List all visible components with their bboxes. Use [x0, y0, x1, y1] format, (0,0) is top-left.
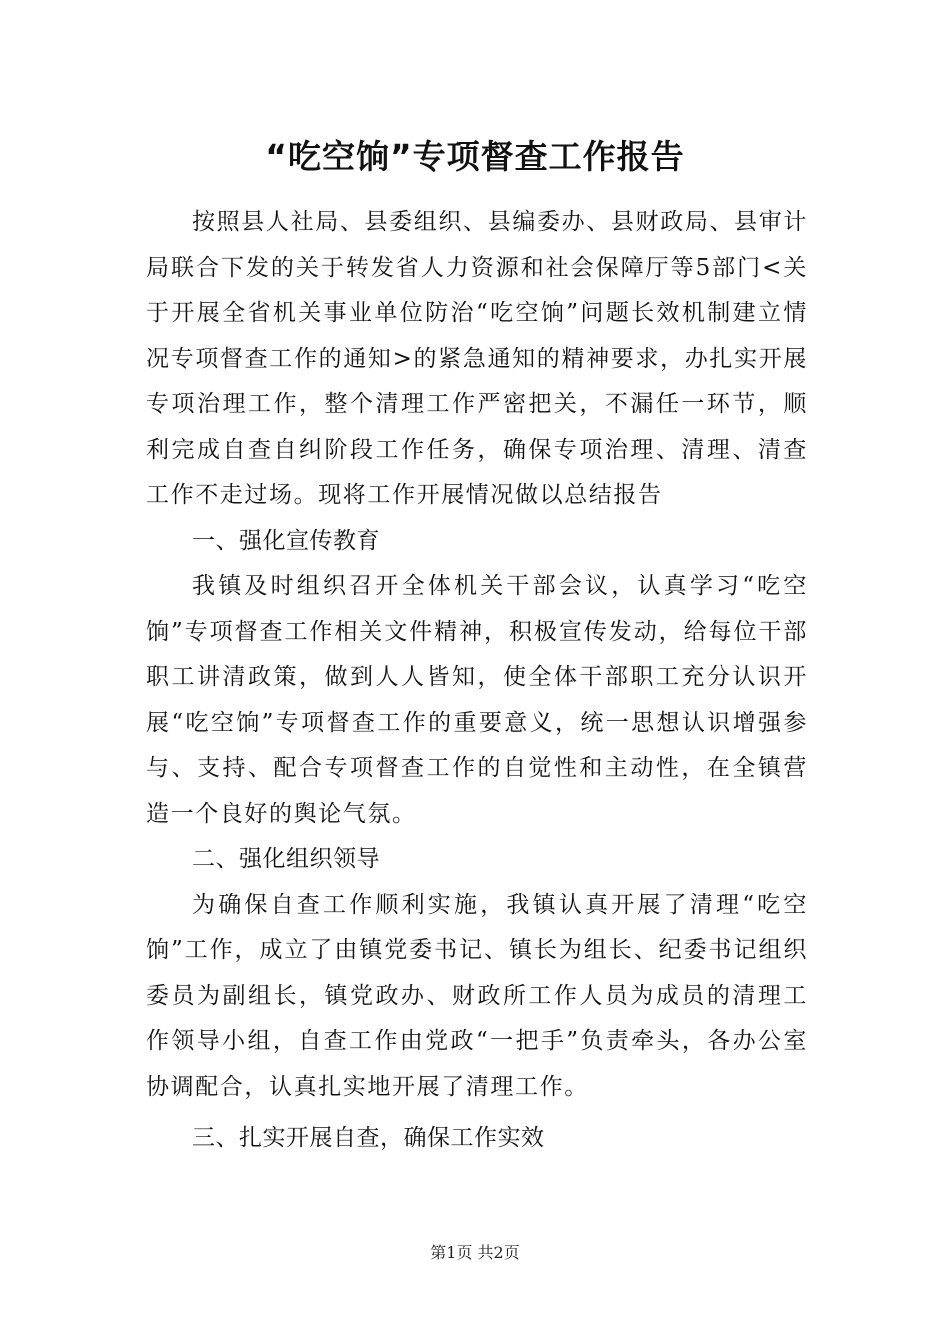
section-heading-2: 二、强化组织领导: [192, 846, 380, 872]
section-paragraph-2: 为确保自查工作顺利实施，我镇认真开展了清理“吃空饷”工作，成立了由镇党委书记、镇长为组长、纪委书记组织委员为副组长，镇党政办、财政所工作人员为成员的清理工作领导小组，自查工作由党政“一把手”负责牵头，各办公室协调配合，认真扎实地开展了清理工作。: [146, 891, 808, 1100]
intro-paragraph: 按照县人社局、县委组织、县编委办、县财政局、县审计局联合下发的关于转发省人力资源和社会保障厅等5部门<关于开展全省机关事业单位防治“吃空饷”问题长效机制建立情况专项督查工作的通知>的紧急通知的精神要求，办扎实开展专项治理工作，整个清理工作严密把关，不漏任一环节，顺利完成自查自纠阶段工作任务，确保专项治理、清理、清查工作不走过场。现将工作开展情况做以总结报告: [146, 209, 808, 508]
document-body: [146, 200, 808, 1162]
document-title: “吃空饷”专项督查工作报告: [265, 137, 685, 176]
section-heading-1: 一、强化宣传教育: [192, 527, 380, 554]
section-heading-3: 三、扎实开展自查，确保工作实效: [192, 1125, 545, 1151]
page-footer: 第1页 共2页: [430, 1243, 520, 1262]
section-paragraph-1: 我镇及时组织召开全体机关干部会议，认真学习“吃空饷”专项督查工作相关文件精神，积极宣传发动，给每位干部职工讲清政策，做到人人皆知，使全体干部职工充分认识开展“吃空饷”专项督查工作的重要意义，统一思想认识增强参与、支持、配合专项督查工作的自觉性和主动性，在全镇营造一个良好的舆论气氛。: [146, 573, 808, 827]
